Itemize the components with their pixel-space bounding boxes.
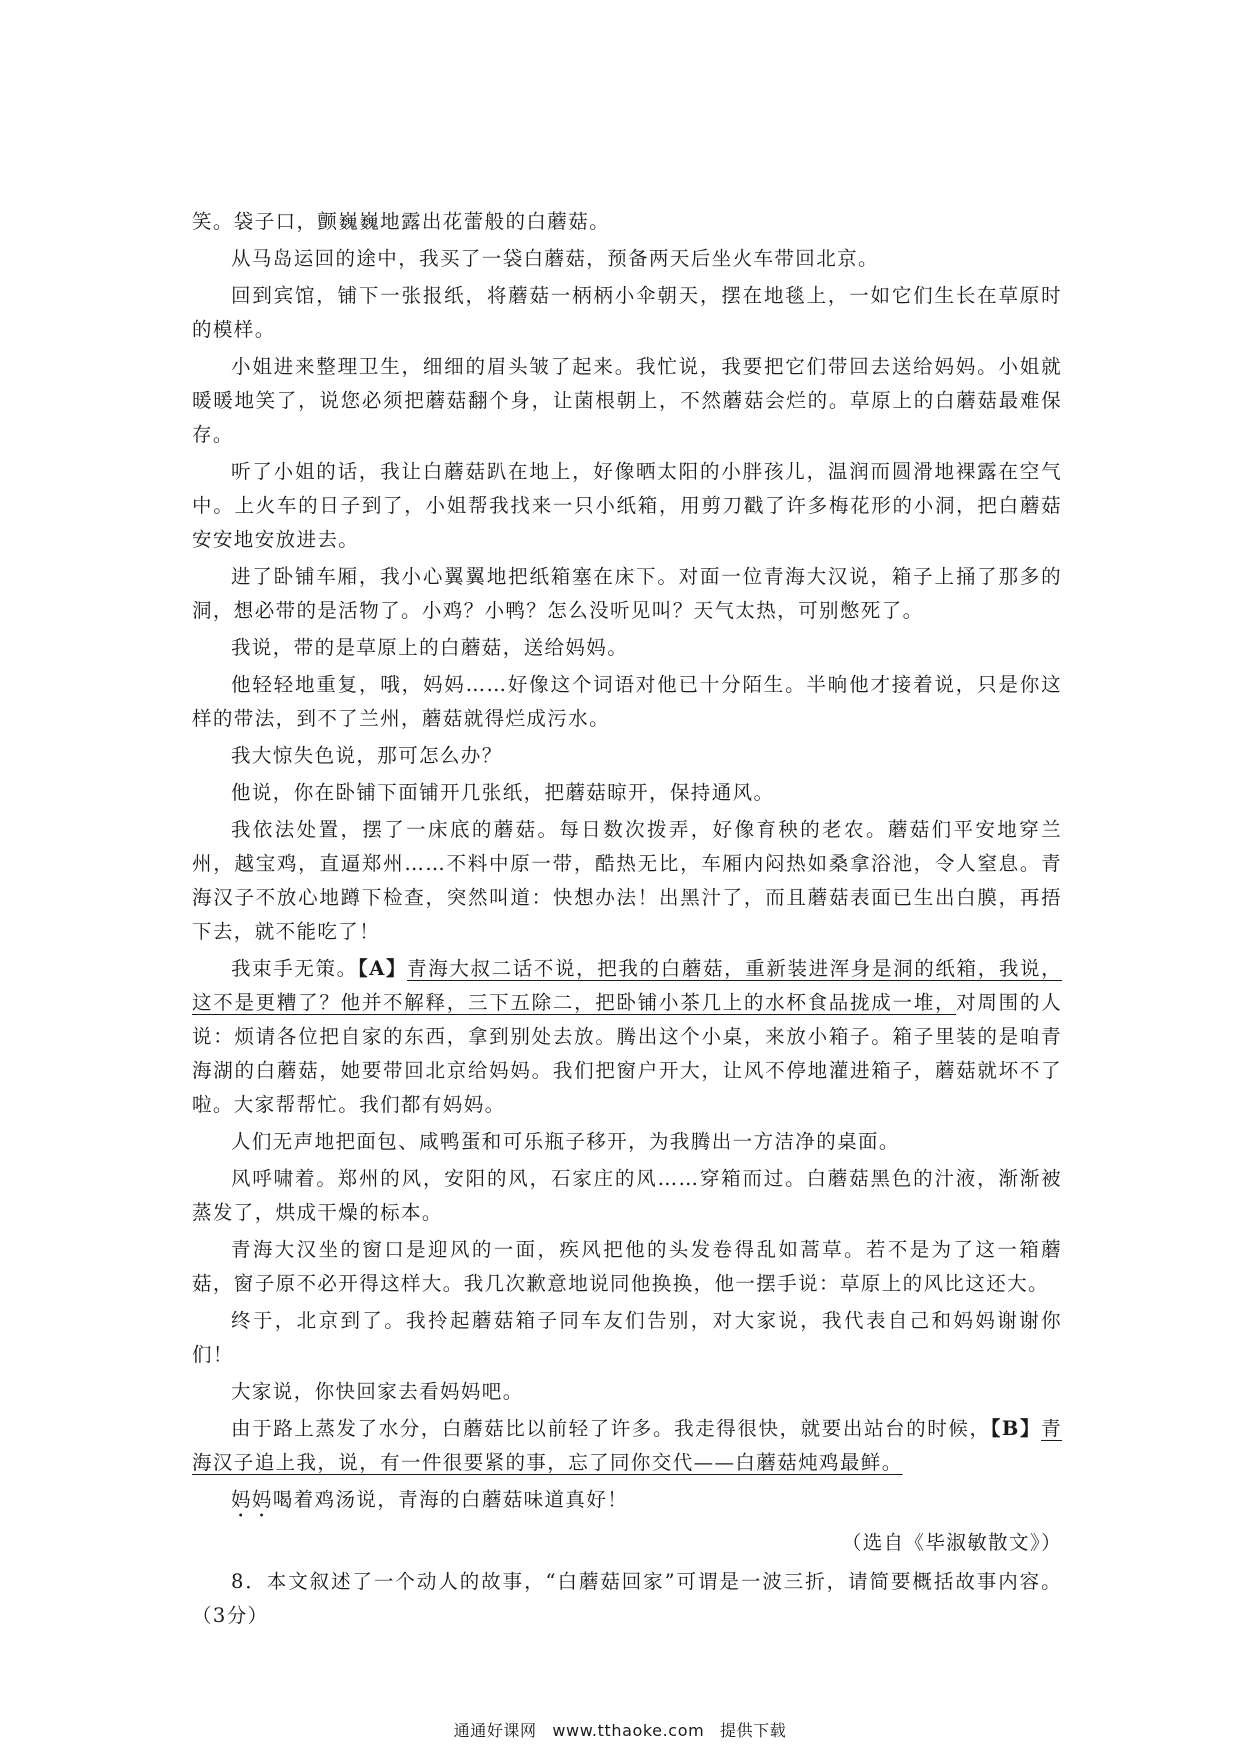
underlined-passage-b: 青海汉子追上我，说，有一件很要紧的事，忘了同你交代——白蘑菇炖鸡最鲜。 xyxy=(192,1417,1062,1474)
footer-site-name: 通通好课网 xyxy=(453,1721,537,1740)
paragraph: 风呼啸着。郑州的风，安阳的风，石家庄的风……穿箱而过。白蘑菇黑色的汁液，渐渐被蒸发了，烘成干燥的标本。 xyxy=(192,1167,1062,1224)
paragraph: 我说，带的是草原上的白蘑菇，送给妈妈。 xyxy=(231,636,629,659)
paragraph: 青海大汉坐的窗口是迎风的一面，疾风把他的头发卷得乱如蒿草。若不是为了这一箱蘑菇，窗子原不必开得这样大。我几次歉意地说同他换换，他一摆手说：草原上的风比这还大。 xyxy=(192,1238,1062,1295)
paragraph: 笑。袋子口，颤巍巍地露出花蕾般的白蘑菇。 xyxy=(192,210,611,233)
paragraph: 终于，北京到了。我拎起蘑菇箱子同车友们告别，对大家说，我代表自己和妈妈谢谢你们！ xyxy=(192,1309,1062,1366)
paragraph-with-mark-a xyxy=(192,952,1062,1122)
paragraph: 进了卧铺车厢，我小心翼翼地把纸箱塞在床下。对面一位青海大汉说，箱子上捅了那多的洞，想必带的是活物了。小鸡？小鸭？怎么没听见叫？天气太热，可别憋死了。 xyxy=(192,565,1062,622)
paragraph: 从马岛运回的途中，我买了一袋白蘑菇，预备两天后坐火车带回北京。 xyxy=(231,247,879,270)
paragraph: 大家说，你快回家去看妈妈吧。 xyxy=(231,1380,524,1403)
paragraph-lead: 我束手无策。 xyxy=(231,957,358,980)
paragraph-rest: 对周围的人说：烦请各位把自家的东西，拿到别处去放。腾出这个小桌，来放小箱子。箱子里装的是咱青海湖的白蘑菇，她要带回北京给妈妈。我们把窗户开大，让风不停地灌进箱子，蘑菇就坏不了啦。大家帮帮忙。我们都有妈妈。 xyxy=(192,991,1062,1116)
paragraph: 他轻轻地重复，哦，妈妈……好像这个词语对他已十分陌生。半晌他才接着说，只是你这样的带法，到不了兰州，蘑菇就得烂成污水。 xyxy=(192,673,1062,730)
article-body xyxy=(192,205,1062,1633)
paragraph-with-mark-b xyxy=(192,1412,1062,1480)
paragraph: 回到宾馆，铺下一张报纸，将蘑菇一柄柄小伞朝天，摆在地毯上，一如它们生长在草原时的模样。 xyxy=(192,284,1062,341)
footer-suffix: 提供下载 xyxy=(719,1721,787,1740)
paragraph-lead: 由于路上蒸发了水分，白蘑菇比以前轻了许多。我走得很快，就要出站台的时候， xyxy=(231,1417,991,1440)
underlined-passage-a: 青海大叔二话不说，把我的白蘑菇，重新装进浑身是洞的纸箱，我说，这不是更糟了？他并不解释，三下五除二，把卧铺小茶几上的水杯食品拢成一堆， xyxy=(192,957,1062,1014)
question-8: 8．本文叙述了一个动人的故事，“白蘑菇回家”可谓是一波三折，请简要概括故事内容。（3分） xyxy=(192,1570,1062,1627)
source-citation: （选自《毕淑敏散文》） xyxy=(841,1531,1062,1554)
paragraph: 我依法处置，摆了一床底的蘑菇。每日数次拨弄，好像育秧的老农。蘑菇们平安地穿兰州，越宝鸡，直逼郑州……不料中原一带，酷热无比，车厢内闷热如桑拿浴池，令人窒息。青海汉子不放心地蹲下检查，突然叫道：快想办法！出黑汁了，而且蘑菇表面已生出白膜，再捂下去，就不能吃了！ xyxy=(192,818,1062,943)
paragraph-rest: 喝着鸡汤说，青海的白蘑菇味道真好！ xyxy=(272,1488,629,1511)
footer-url: www.tthaoke.com xyxy=(552,1721,705,1740)
mark-a-label: 【A】 xyxy=(357,957,408,980)
mark-b-label: 【B】 xyxy=(990,1417,1042,1440)
paragraph: 他说，你在卧铺下面铺开几张纸，把蘑菇晾开，保持通风。 xyxy=(231,781,775,804)
dotted-word: 妈妈 xyxy=(231,1488,273,1511)
paragraph: 人们无声地把面包、咸鸭蛋和可乐瓶子移开，为我腾出一方洁净的桌面。 xyxy=(231,1130,900,1153)
paragraph: 我大惊失色说，那可怎么办？ xyxy=(231,744,503,767)
page-footer xyxy=(0,1718,1240,1741)
paragraph-final xyxy=(192,1483,1062,1522)
paragraph: 听了小姐的话，我让白蘑菇趴在地上，好像晒太阳的小胖孩儿，温润而圆滑地裸露在空气中。上火车的日子到了，小姐帮我找来一只小纸箱，用剪刀戳了许多梅花形的小洞，把白蘑菇安安地安放进去。 xyxy=(192,460,1062,551)
paragraph: 小姐进来整理卫生，细细的眉头皱了起来。我忙说，我要把它们带回去送给妈妈。小姐就暖暖地笑了，说您必须把蘑菇翻个身，让菌根朝上，不然蘑菇会烂的。草原上的白蘑菇最难保存。 xyxy=(192,355,1062,446)
